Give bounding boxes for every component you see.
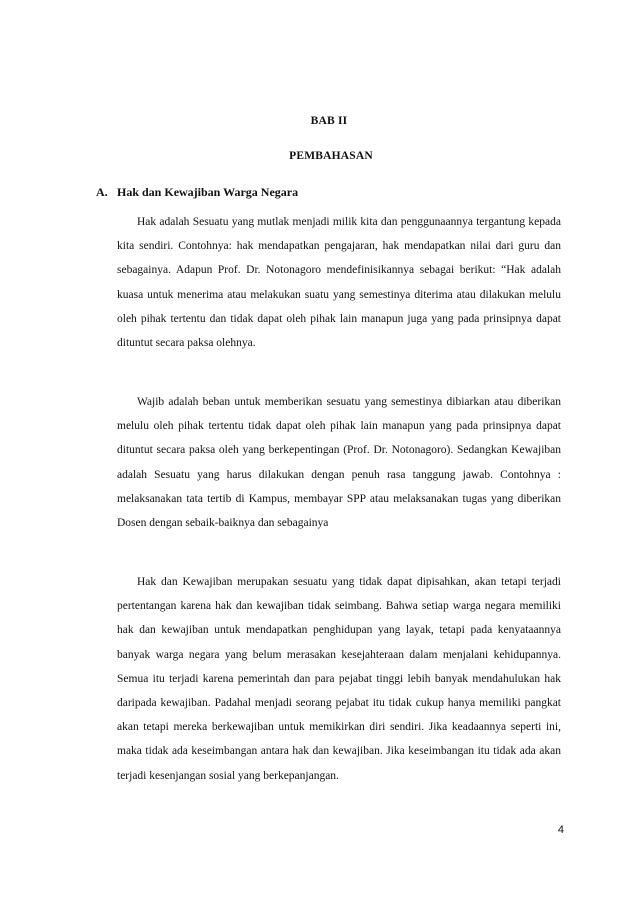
section-title: Hak dan Kewajiban Warga Negara (117, 185, 299, 199)
paragraph-wajib: Wajib adalah beban untuk memberikan sesuatu yang semestinya dibiarkan atau diberikan melulu oleh pihak tertentu tidak dapat oleh pihak lain manapun yang pada prinsipnya dapat dituntut secara paksa oleh yang berkepentingan (Prof. Dr. Notonagoro). Sedangkan Kewajiban adalah Sesuatu yang harus dilakukan dengan penuh rasa tanggung jawab. Contohnya : melaksanakan tata tertib di Kampus, membayar SPP atau melaksanakan tugas yang diberikan Dosen dengan sebaik-baiknya dan sebagainya (117, 396, 561, 530)
page-number: 4 (557, 824, 564, 836)
chapter-title: PEMBAHASAN (289, 150, 373, 162)
section-marker: A. (96, 185, 108, 199)
section-heading (96, 185, 298, 200)
chapter-label: BAB II (310, 115, 348, 127)
paragraph-hak-dan-kewajiban: Hak dan Kewajiban merupakan sesuatu yang tidak dapat dipisahkan, akan tetapi terjadi pertentangan karena hak dan kewajiban tidak seimbang. Bahwa setiap warga negara memiliki hak dan kewajiban untuk mendapatkan penghidupan yang layak, tetapi pada kenyataannya banyak warga negara yang belum merasakan kesejahteraan dalam menjalani kehidupannya. Semua itu terjadi karena pemerintah dan para pejabat tinggi lebih banyak mendahulukan hak daripada kewajiban. Padahal menjadi seorang pejabat itu tidak cukup hanya memiliki pangkat akan tetapi mereka berkewajiban untuk memikirkan diri sendiri. Jika keadaannya seperti ini, maka tidak ada keseimbangan antara hak dan kewajiban. Jika keseimbangan itu tidak ada akan terjadi kesenjangan sosial yang berkepanjangan. (117, 576, 561, 782)
paragraph-hak: Hak adalah Sesuatu yang mutlak menjadi milik kita dan penggunaannya tergantung kepada kita sendiri. Contohnya: hak mendapatkan pengajaran, hak mendapatkan nilai dari guru dan sebagainya. Adapun Prof. Dr. Notonagoro mendefinisikannya sebagai berikut: “Hak adalah kuasa untuk menerima atau melakukan suatu yang semestinya diterima atau dilakukan melulu oleh pihak tertentu dan tidak dapat oleh pihak lain manapun juga yang pada prinsipnya dapat dituntut secara paksa olehnya. (117, 216, 561, 350)
